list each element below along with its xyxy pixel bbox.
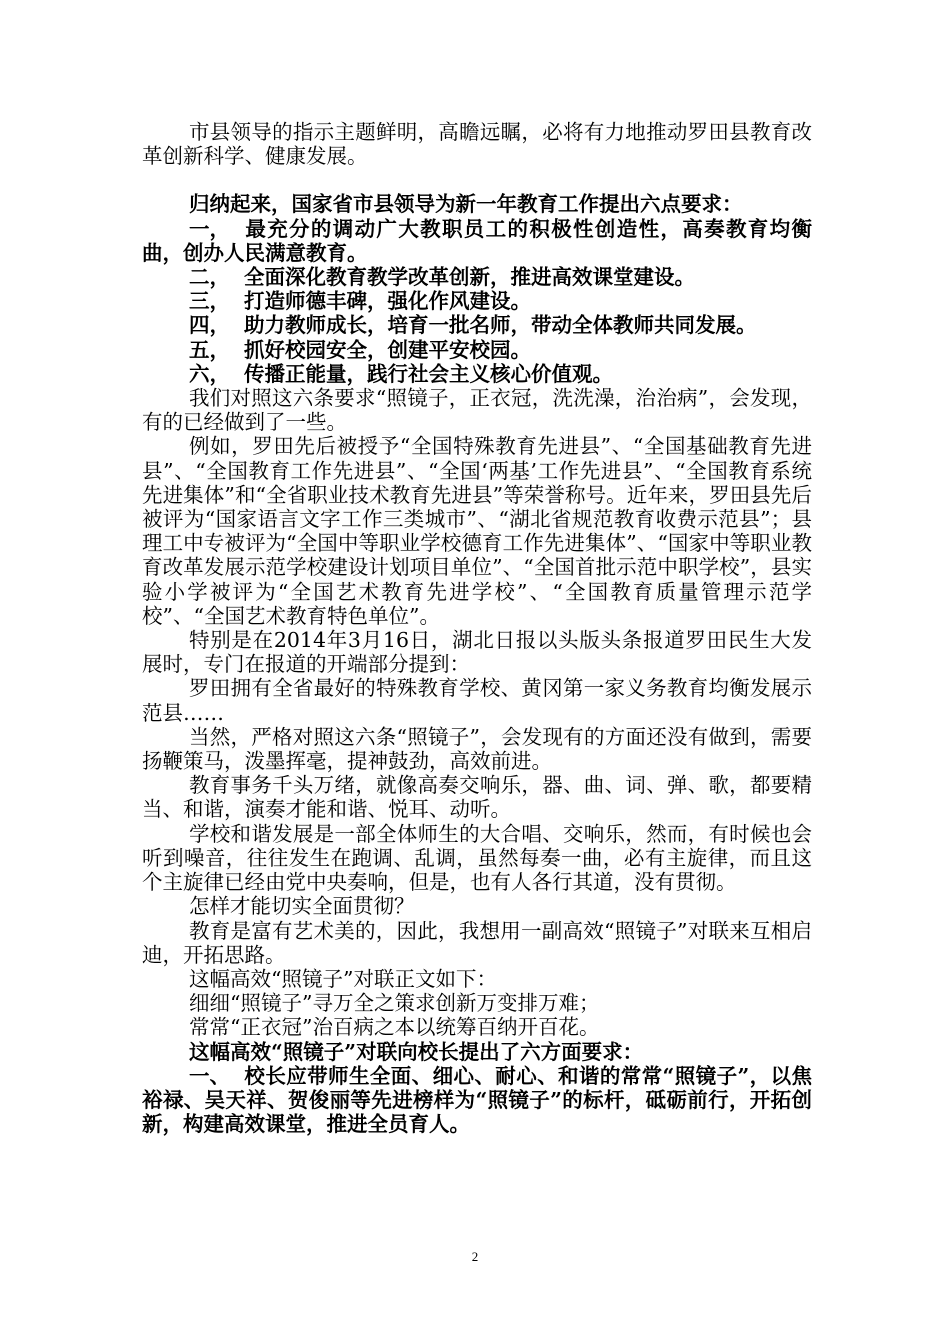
paragraph: [142, 991, 812, 1015]
page-number: 2: [471, 1249, 479, 1264]
paragraph: [142, 1040, 812, 1064]
paragraph-text: 传播正能量，践行社会主义核心价值观。: [244, 361, 613, 386]
paragraph-text: 例如，罗田先后被授予“全国特殊教育先进县”、“全国基础教育先进县”、“全国教育工作先进县”、“全国‘两基’工作先进县”、“全国教育系统先进集体”和“全省职业技术教育先进县”等荣誉称号。近年来，罗田县先后被评为“国家语言文字工作三类城市”、“湖北省规范教育收费示范县”；县理工中专被评为“全国中等职业学校德育工作先进集体”、“国家中等职业教育改革发展示范学校建设计划项目单位”、“全国首批示范中职学校”，县实验小学被评为“全国艺术教育先进学校”、“全国教育质量管理示范学校”、“全国艺术教育特色单位”。: [142, 434, 812, 628]
paragraph: [142, 967, 812, 991]
paragraph: [142, 434, 812, 628]
paragraph-text: 罗田拥有全省最好的特殊教育学校、黄冈第一家义务教育均衡发展示范县……: [142, 676, 812, 725]
paragraph-text: 这幅高效“照镜子”对联正文如下：: [189, 966, 497, 991]
paragraph: [142, 192, 812, 216]
item-number: 五，: [189, 337, 230, 362]
document-body: [142, 120, 812, 1136]
paragraph-text: 归纳起来，国家省市县领导为新一年教育工作提出六点要求：: [189, 192, 743, 217]
item-number: 四，: [189, 313, 230, 338]
numbered-requirement: [142, 313, 812, 337]
numbered-requirement: [142, 338, 812, 362]
numbered-requirement: [142, 362, 812, 386]
paragraph-text: 全面深化教育教学改革创新，推进高效课堂建设。: [244, 265, 695, 290]
item-number: 一，: [189, 216, 230, 241]
numbered-requirement: [142, 289, 812, 313]
paragraph-text: 学校和谐发展是一部全体师生的大合唱、交响乐，然而，有时候也会听到噪音，往往发生在跑调、乱调，虽然每奏一曲，必有主旋律，而且这个主旋律已经由党中央奏响，但是，也有人各行其道，没有贯彻。: [142, 821, 812, 895]
paragraph: [142, 1015, 812, 1039]
paragraph-text: 这幅高效“照镜子”对联向校长提出了六方面要求：: [189, 1039, 644, 1064]
paragraph: [142, 822, 812, 895]
paragraph: [142, 120, 812, 168]
paragraph-text: 常常“正衣冠”治百病之本以统筹百纳开百花。: [189, 1015, 600, 1040]
paragraph: [142, 386, 812, 434]
paragraph: [142, 676, 812, 724]
item-number: 三，: [189, 289, 230, 314]
paragraph: [142, 894, 812, 918]
paragraph-text: 怎样才能切实全面贯彻？: [189, 894, 415, 919]
paragraph-text: 校长应带师生全面、细心、耐心、和谐的常常“照镜子”，以焦裕禄、吴天祥、贺俊丽等先进榜样为“照镜子”的标杆，砥砺前行，开拓创新，构建高效课堂，推进全员育人。: [142, 1063, 812, 1137]
numbered-requirement: [142, 1064, 812, 1137]
numbered-requirement: [142, 217, 812, 265]
item-number: 六，: [189, 361, 230, 386]
paragraph-text: 助力教师成长，培育一批名师，带动全体教师共同发展。: [244, 313, 757, 338]
paragraph: [142, 725, 812, 773]
paragraph-text: 当然，严格对照这六条“照镜子”，会发现有的方面还没有做到，需要扬鞭策马，泼墨挥毫，提神鼓劲，高效前进。: [142, 724, 812, 774]
numbered-requirement: [142, 265, 812, 289]
item-number: 二，: [189, 265, 230, 290]
item-number: 一、: [189, 1063, 230, 1088]
paragraph-text: 细细“照镜子”寻万全之策求创新万变排万难；: [189, 991, 600, 1016]
paragraph-text: 最充分的调动广大教职员工的积极性创造性，高奏教育均衡曲，创办人民满意教育。: [142, 216, 812, 265]
paragraph-text: 抓好校园安全，创建平安校园。: [244, 337, 531, 362]
paragraph-text: 特别是在2014年3月16日，湖北日报以头版头条报道罗田民生大发展时，专门在报道的开端部分提到：: [142, 628, 812, 677]
paragraph-text: 打造师德丰碑，强化作风建设。: [244, 289, 531, 314]
paragraph-text: 我们对照这六条要求“照镜子，正衣冠，洗洗澡，治治病”，会发现，有的已经做到了一些。: [142, 386, 812, 435]
paragraph-spacer: [142, 168, 812, 192]
paragraph-text: 教育事务千头万绪，就像高奏交响乐，器、曲、词、弹、歌，都要精当、和谐，演奏才能和谐、悦耳、动听。: [142, 773, 812, 822]
paragraph-text: 市县领导的指示主题鲜明，高瞻远瞩，必将有力地推动罗田县教育改革创新科学、健康发展。: [142, 120, 812, 169]
paragraph: [142, 628, 812, 676]
paragraph: [142, 773, 812, 821]
paragraph: [142, 919, 812, 967]
paragraph-text: 教育是富有艺术美的，因此，我想用一副高效“照镜子”对联来互相启迪，开拓思路。: [142, 918, 812, 967]
